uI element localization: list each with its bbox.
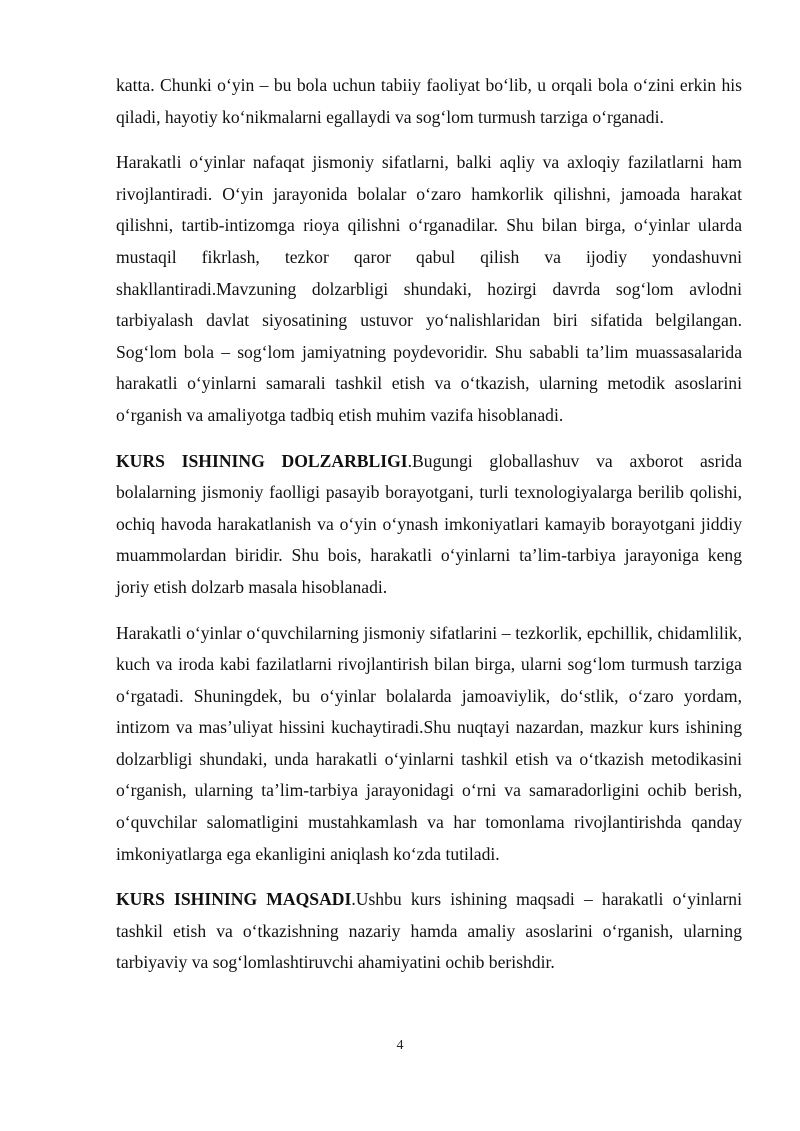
paragraph	[116, 446, 742, 604]
page-number: 4	[396, 1038, 404, 1053]
section-heading-dolzarbligi: KURS ISHINING DOLZARBLIGI	[116, 450, 408, 471]
paragraph	[116, 147, 742, 431]
paragraph-text: Harakatli o‘yinlar nafaqat jismoniy sifatlarni, balki aqliy va axloqiy fazilatlarni ham rivojlantiradi. O‘yin jarayonida bolalar o‘zaro hamkorlik qilishni, jamoada harakat qilishni, tartib-intizomga rioya qilishni o‘rganadilar. Shu bilan birga, o‘yinlar ularda mustaqil fikrlash, tezkor qaror qabul qilish va ijodiy yondashuvni shakllantiradi.Mavzuning dolzarbligi shundaki, hozirgi davrda sog‘lom avlodni tarbiyalash davlat siyosatining ustuvor yo‘nalishlaridan biri sifatida belgilangan. Sog‘lom bola – sog‘lom jamiyatning poydevoridir. Shu sababli ta’lim muassasalarida harakatli o‘yinlarni samarali tashkil etish va o‘tkazish, ularning metodik asoslarini o‘rganish va amaliyotga tadbiq etish muhim vazifa hisoblanadi.	[116, 152, 742, 425]
paragraph-text: katta. Chunki o‘yin – bu bola uchun tabiiy faoliyat bo‘lib, u orqali bola o‘zini erkin his qiladi, hayotiy ko‘nikmalarni egallaydi va sog‘lom turmush tarziga o‘rganadi.	[116, 75, 742, 127]
document-page	[116, 70, 742, 993]
paragraph	[116, 618, 742, 871]
paragraph-text: .Ushbu kurs ishining maqsadi – harakatli o‘yinlarni tashkil etish va o‘tkazishning nazariy hamda amaliy asoslarini o‘rganish, ularning tarbiyaviy va sog‘lomlashtiruvchi ahamiyatini ochib berishdir.	[116, 889, 742, 973]
paragraph-text: .Bugungi globallashuv va axborot asrida bolalarning jismoniy faolligi pasayib borayotgani, turli texnologiyalarga berilib qolishi, ochiq havoda harakatlanish va o‘yin o‘ynash imkoniyatlari kamayib borayotgani jiddiy muammolardan biridir. Shu bois, harakatli o‘yinlarni ta’lim-tarbiya jarayoniga keng joriy etish dolzarb masala hisoblanadi.	[116, 450, 743, 597]
paragraph	[116, 884, 742, 979]
section-heading-maqsadi: KURS ISHINING MAQSADI	[116, 889, 352, 910]
paragraph	[116, 70, 742, 133]
paragraph-text: Harakatli o‘yinlar o‘quvchilarning jismoniy sifatlarini – tezkorlik, epchillik, chidamlilik, kuch va iroda kabi fazilatlarni rivojlantirish bilan birga, ularni sog‘lom turmush tarziga o‘rgatadi. Shuningdek, bu o‘yinlar bolalarda jamoaviylik, do‘stlik, o‘zaro yordam, intizom va mas’uliyat hissini kuchaytiradi.Shu nuqtayi nazardan, mazkur kurs ishining dolzarbligi shundaki, unda harakatli o‘yinlarni tashkil etish va o‘tkazish metodikasini o‘rganish, ularning ta’lim-tarbiya jarayonidagi o‘rni va samaradorligini ochib berish, o‘quvchilar salomatligini mustahkamlash va har tomonlama rivojlantirishda qanday imkoniyatlarga ega ekanligini aniqlash ko‘zda tutiladi.	[116, 622, 742, 864]
